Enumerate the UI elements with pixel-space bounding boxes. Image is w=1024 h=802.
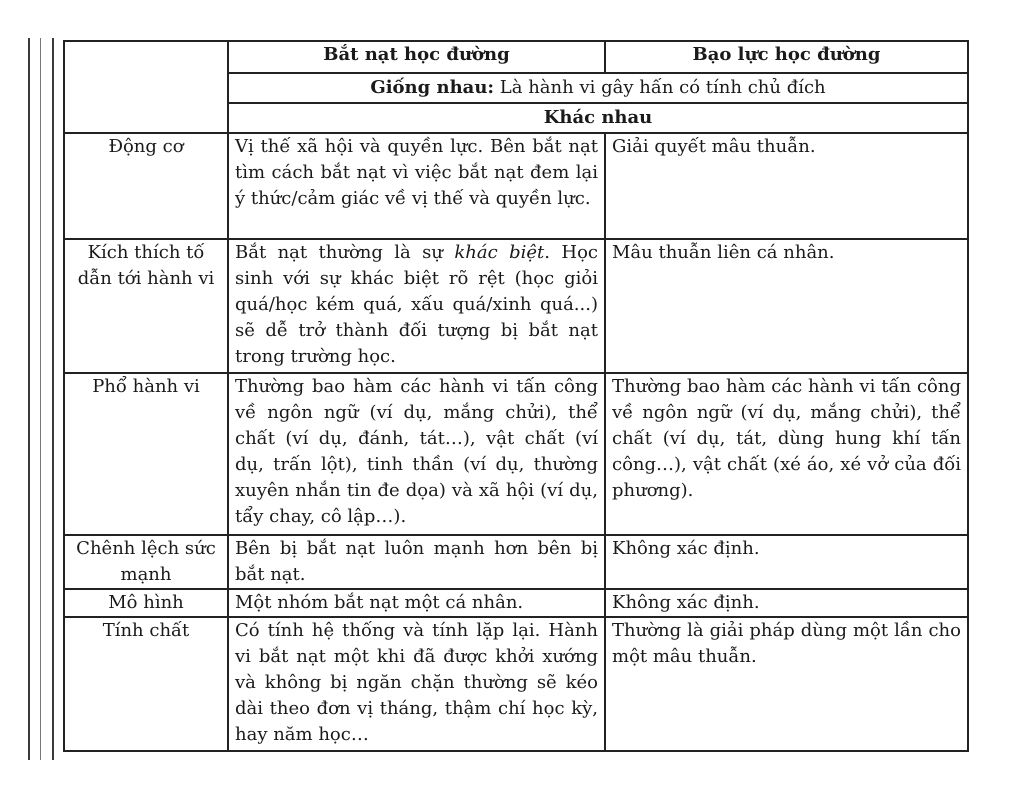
header-row: [64, 41, 968, 73]
table-row: [64, 239, 968, 373]
corner-cell: [64, 41, 228, 133]
table-row: [64, 133, 968, 239]
header-bully: Bắt nạt học đường: [228, 41, 605, 73]
table-row: [64, 373, 968, 535]
row-label: Kích thích tố dẫn tới hành vi: [64, 239, 228, 373]
difference-label: Khác nhau: [228, 103, 968, 133]
comparison-table: [63, 40, 969, 752]
bully-cell: [228, 239, 605, 373]
bully-cell: Thường bao hàm các hành vi tấn công về ngôn ngữ (ví dụ, mắng chửi), thể chất (ví dụ, đánh, tát…), vật chất (ví dụ, trấn lột), tinh thần (ví dụ, thường xuyên nhắn tin đe dọa) và xã hội (ví dụ, tẩy chay, cô lập…).: [228, 373, 605, 535]
violence-cell: Không xác định.: [605, 589, 968, 617]
violence-cell: Không xác định.: [605, 535, 968, 589]
violence-cell: Thường bao hàm các hành vi tấn công về ngôn ngữ (ví dụ, mắng chửi), thể chất (ví dụ, tát, dùng hung khí tấn công…), vật chất (xé áo, xé vở của đối phương).: [605, 373, 968, 535]
margin-rule-2: [40, 38, 41, 760]
row-label: Chênh lệch sức mạnh: [64, 535, 228, 589]
header-violence: Bạo lực học đường: [605, 41, 968, 73]
table-row: [64, 617, 968, 751]
row-label: Mô hình: [64, 589, 228, 617]
bully-cell: Vị thế xã hội và quyền lực. Bên bắt nạt tìm cách bắt nạt vì việc bắt nạt đem lại ý thức/cảm giác về vị thế và quyền lực.: [228, 133, 605, 239]
bully-cell: Một nhóm bắt nạt một cá nhân.: [228, 589, 605, 617]
bully-cell: Bên bị bắt nạt luôn mạnh hơn bên bị bắt nạt.: [228, 535, 605, 589]
margin-rule-3: [52, 38, 54, 760]
bully-text-pre: Bắt nạt thường là sự: [235, 242, 455, 263]
violence-cell: Giải quyết mâu thuẫn.: [605, 133, 968, 239]
similarity-label: Giống nhau:: [370, 77, 495, 98]
similarity-text: Là hành vi gây hấn có tính chủ đích: [494, 77, 826, 98]
bully-cell: Có tính hệ thống và tính lặp lại. Hành vi bắt nạt một khi đã được khởi xướng và không bị ngăn chặn thường sẽ kéo dài theo đơn vị tháng, thậm chí học kỳ, hay năm học…: [228, 617, 605, 751]
violence-cell: Thường là giải pháp dùng một lần cho một mâu thuẫn.: [605, 617, 968, 751]
margin-rule-1: [28, 38, 30, 760]
table-row: [64, 535, 968, 589]
bully-text-post: . Học sinh với sự khác biệt rõ rệt (học giỏi quá/học kém quá, xấu quá/xinh quá...) sẽ dễ trở thành đối tượng bị bắt nạt trong trường học.: [235, 242, 598, 367]
bully-text-emphasis: khác biệt: [454, 242, 545, 263]
table-row: [64, 589, 968, 617]
row-label: Động cơ: [64, 133, 228, 239]
violence-cell: Mâu thuẫn liên cá nhân.: [605, 239, 968, 373]
row-label: Phổ hành vi: [64, 373, 228, 535]
row-label: Tính chất: [64, 617, 228, 751]
similarity-cell: [228, 73, 968, 103]
